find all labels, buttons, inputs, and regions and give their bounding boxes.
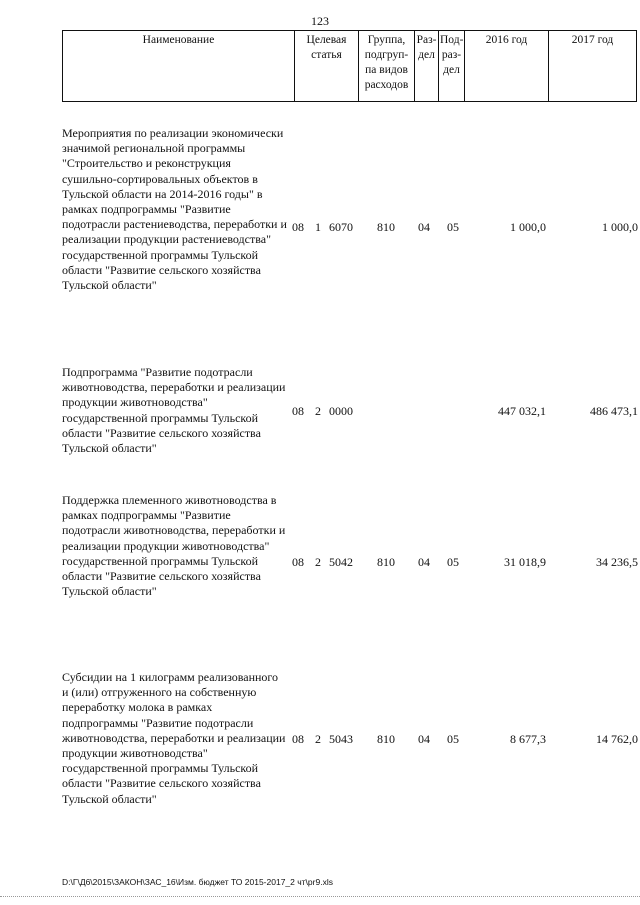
section-code: 04 (418, 732, 430, 746)
header-target-article: Целевая статья (295, 31, 359, 102)
file-path-footer: D:\Г\Д6\2015\ЗАКОН\ЗАС_16\Изм. бюджет ТО 2015-2017_2 чт\pr9.xls (62, 877, 333, 887)
section-code: 04 (418, 220, 430, 234)
header-subsection: Под-раз-дел (439, 31, 465, 102)
row-name: Поддержка племенного животноводства в рамках подпрограммы "Развитие подотрасли животноводства, переработки и реализации продукции животноводства" государственной программы Тульской области "Развитие сельского хозяйства Тульской области" (62, 493, 286, 599)
header-name: Наименование (63, 31, 295, 102)
amount-2017: 486 473,1 (590, 404, 638, 418)
amount-2016: 447 032,1 (498, 404, 546, 418)
subsection-code: 05 (447, 555, 459, 569)
amount-2016: 31 018,9 (504, 555, 546, 569)
header-section: Раз-дел (415, 31, 439, 102)
header-year-2016: 2016 год (465, 31, 549, 102)
target-article-part-1: 08 (292, 555, 304, 569)
target-article-part-1: 08 (292, 404, 304, 418)
amount-2017: 14 762,0 (596, 732, 638, 746)
page-number: 123 (311, 14, 329, 28)
target-article-part-3: 6070 (329, 220, 353, 234)
target-article-part-3: 0000 (329, 404, 353, 418)
amount-2016: 1 000,0 (510, 220, 546, 234)
group-code: 810 (377, 220, 395, 234)
table-header (62, 30, 637, 102)
target-article-part-2: 2 (315, 732, 321, 746)
amount-2017: 34 236,5 (596, 555, 638, 569)
section-code: 04 (418, 555, 430, 569)
target-article-part-2: 2 (315, 404, 321, 418)
target-article-part-2: 1 (315, 220, 321, 234)
header-year-2017: 2017 год (549, 31, 637, 102)
amount-2016: 8 677,3 (510, 732, 546, 746)
subsection-code: 05 (447, 732, 459, 746)
target-article-part-3: 5043 (329, 732, 353, 746)
row-name: Мероприятия по реализации экономически значимой региональной программы "Строительство и реконструкция сушильно-сортировальных объектов в Тульской области на 2014-2016 годы" в рамках подпрограммы "Развитие подотрасли растениеводства, переработки и реализации продукции растениеводства" государственной программы Тульской области "Развитие сельского хозяйства Тульской области" (62, 126, 287, 293)
scan-artifact-line (0, 896, 640, 898)
group-code: 810 (377, 555, 395, 569)
target-article-part-1: 08 (292, 220, 304, 234)
subsection-code: 05 (447, 220, 459, 234)
header-group: Группа, подгруп-па видов расходов (359, 31, 415, 102)
group-code: 810 (377, 732, 395, 746)
row-name: Подпрограмма "Развитие подотрасли животноводства, переработки и реализации продукции животноводства" государственной программы Тульской области "Развитие сельского хозяйства Тульской области" (62, 365, 286, 456)
amount-2017: 1 000,0 (602, 220, 638, 234)
row-name: Субсидии на 1 килограмм реализованного и (или) отгруженного на собственную переработку молока в рамках подпрограммы "Развитие подотрасли животноводства, переработки и реализации продукции животноводства" государственной программы Тульской области "Развитие сельского хозяйства Тульской области" (62, 670, 286, 806)
target-article-part-3: 5042 (329, 555, 353, 569)
target-article-part-2: 2 (315, 555, 321, 569)
target-article-part-1: 08 (292, 732, 304, 746)
